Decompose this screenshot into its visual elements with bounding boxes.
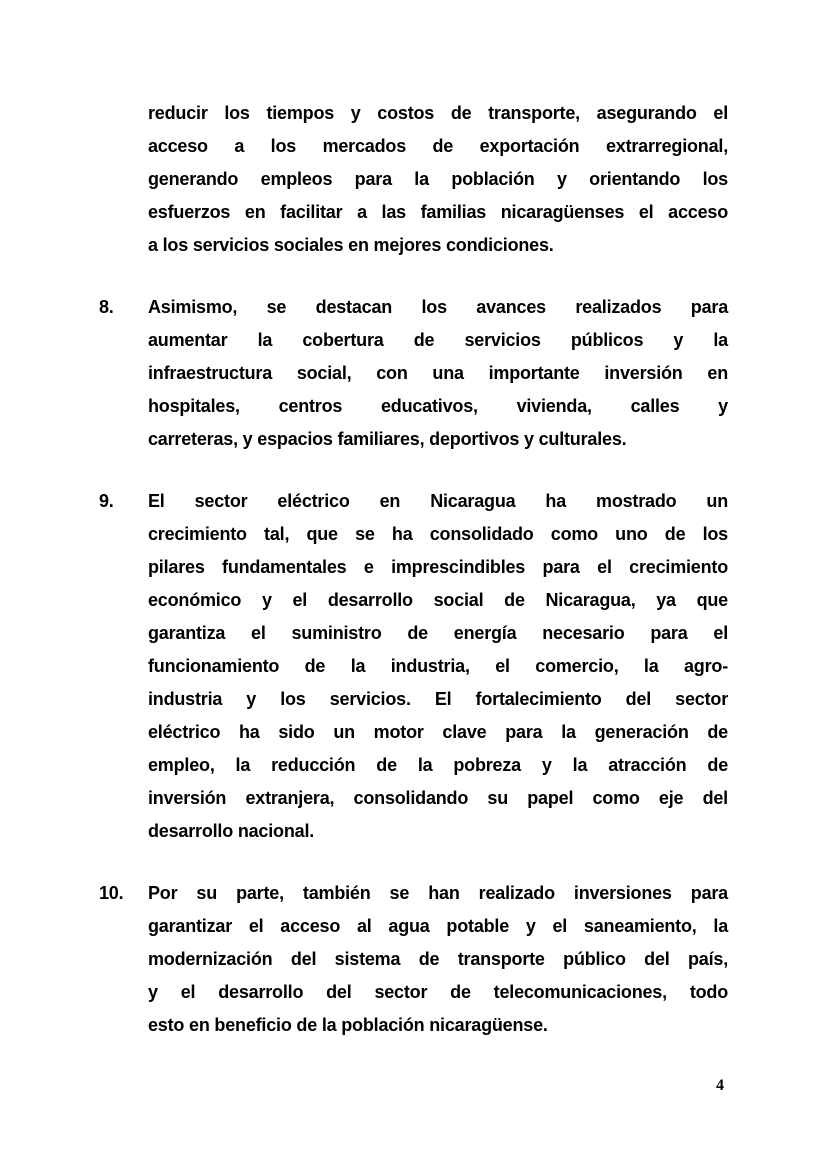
paragraph	[99, 97, 728, 262]
text-line: Por su parte, también se han realizado inversiones para	[148, 883, 728, 903]
text-line: El sector eléctrico en Nicaragua ha mostrado un	[148, 491, 728, 511]
paragraph-text	[148, 877, 728, 1042]
text-line: esto en beneficio de la población nicaragüense.	[148, 1015, 548, 1035]
text-line: industria y los servicios. El fortalecimiento del sector	[148, 689, 728, 709]
text-line: y el desarrollo del sector de telecomunicaciones, todo	[148, 982, 728, 1002]
paragraph-number: 9.	[99, 491, 114, 511]
text-line: modernización del sistema de transporte público del país,	[148, 949, 728, 969]
text-line: acceso a los mercados de exportación extrarregional,	[148, 136, 728, 156]
page-number: 4	[716, 1077, 724, 1094]
text-line: generando empleos para la población y orientando los	[148, 169, 728, 189]
text-line: hospitales, centros educativos, vivienda, calles y	[148, 396, 728, 416]
text-line: funcionamiento de la industria, el comercio, la agro-	[148, 656, 728, 676]
document-body	[99, 97, 728, 1071]
text-line: crecimiento tal, que se ha consolidado como uno de los	[148, 524, 728, 544]
paragraph	[99, 877, 728, 1042]
text-line: esfuerzos en facilitar a las familias nicaragüenses el acceso	[148, 202, 728, 222]
text-line: eléctrico ha sido un motor clave para la generación de	[148, 722, 728, 742]
text-line: infraestructura social, con una importante inversión en	[148, 363, 728, 383]
text-line: carreteras, y espacios familiares, deportivos y culturales.	[148, 429, 627, 449]
paragraph-text	[148, 97, 728, 262]
text-line: garantizar el acceso al agua potable y el saneamiento, la	[148, 916, 728, 936]
paragraph-number: 8.	[99, 297, 114, 317]
paragraph	[99, 485, 728, 848]
text-line: a los servicios sociales en mejores condiciones.	[148, 235, 554, 255]
text-line: inversión extranjera, consolidando su papel como eje del	[148, 788, 728, 808]
text-line: económico y el desarrollo social de Nicaragua, ya que	[148, 590, 728, 610]
text-line: desarrollo nacional.	[148, 821, 315, 841]
paragraph-text	[148, 485, 728, 848]
text-line: reducir los tiempos y costos de transporte, asegurando el	[148, 103, 728, 123]
text-line: empleo, la reducción de la pobreza y la atracción de	[148, 755, 728, 775]
text-line: garantiza el suministro de energía necesario para el	[148, 623, 728, 643]
text-line: aumentar la cobertura de servicios públicos y la	[148, 330, 728, 350]
paragraph-number: 10.	[99, 883, 124, 903]
paragraph	[99, 291, 728, 456]
text-line: pilares fundamentales e imprescindibles para el crecimiento	[148, 557, 728, 577]
paragraph-text	[148, 291, 728, 456]
text-line: Asimismo, se destacan los avances realizados para	[148, 297, 728, 317]
paragraph-number	[99, 97, 148, 262]
